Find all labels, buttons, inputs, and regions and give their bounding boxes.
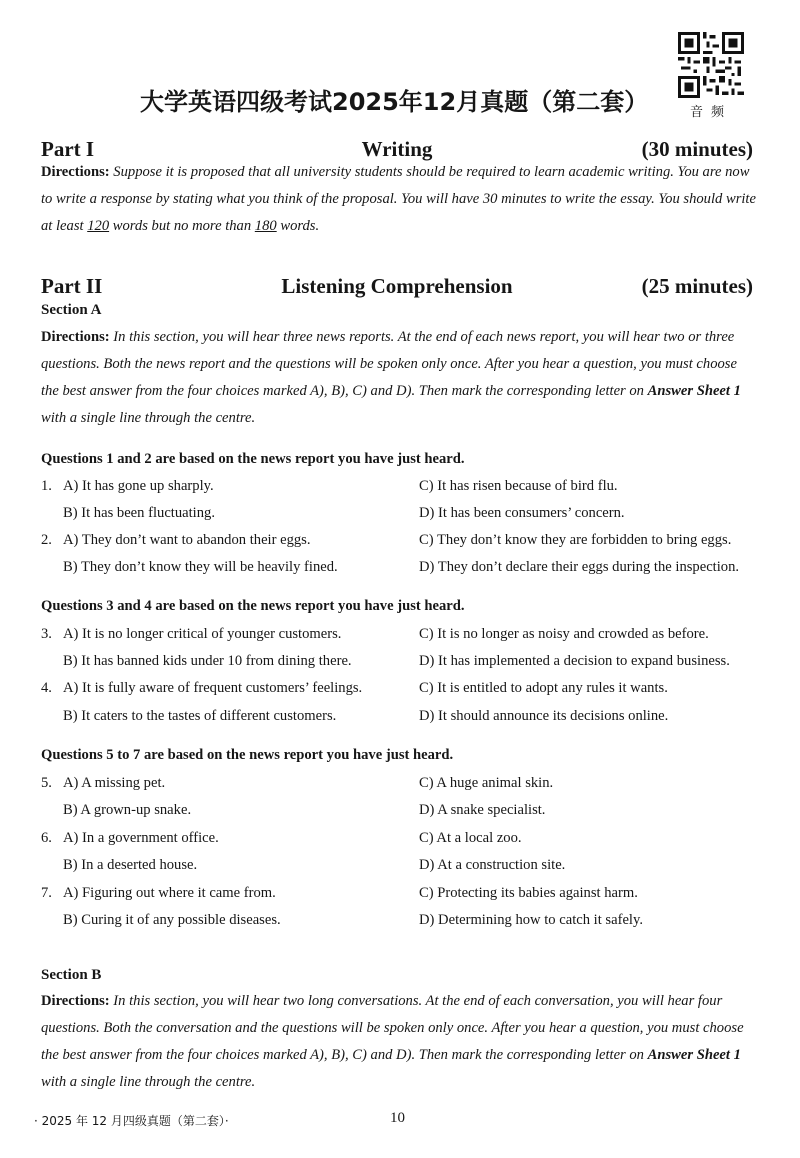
option-c[interactable]: C) It has risen because of bird flu. [419, 478, 618, 494]
question-number: 1. [41, 478, 52, 494]
answer-sheet-label: Answer Sheet 1 [647, 1047, 741, 1063]
option-b[interactable]: B) They don’t know they will be heavily fined. [63, 559, 338, 575]
option-d[interactable]: D) It has been consumers’ concern. [419, 505, 625, 521]
footer-label: · 2025 年 12 月四级真题（第二套）· [34, 1114, 229, 1128]
option-c[interactable]: C) It is entitled to adopt any rules it wants. [419, 680, 668, 696]
part-1-number: Part I [41, 137, 95, 161]
option-d[interactable]: D) At a construction site. [419, 857, 566, 873]
question-number: 3. [41, 626, 52, 642]
part-2-number: Part II [41, 274, 103, 298]
option-c[interactable]: C) A huge animal skin. [419, 775, 554, 791]
part-2-time: (25 minutes) [641, 274, 753, 298]
option-c[interactable]: C) It is no longer as noisy and crowded as before. [419, 626, 709, 642]
directions-label: Directions: [41, 329, 110, 345]
section-a-label: Section A [41, 302, 102, 318]
option-a[interactable]: A) It is no longer critical of younger customers. [63, 626, 342, 642]
option-a[interactable]: A) It is fully aware of frequent customers’ feelings. [63, 680, 363, 696]
option-a[interactable]: A) A missing pet. [63, 775, 166, 791]
option-b[interactable]: B) Curing it of any possible diseases. [63, 912, 281, 928]
question-number: 5. [41, 775, 52, 791]
question-number: 2. [41, 532, 52, 548]
directions-label: Directions: [41, 993, 110, 1009]
section-b-directions: Directions: In this section, you will hear two long conversations. At the end of each conversation, you will hear four questions. Both the conversation and the questions will be spoken only once. After you hear a question, you must choose the best answer from the four choices marked A), B), C) and D). Then mark the corresponding letter on Answer Sheet 1 with a single line through the centre. [41, 993, 744, 1090]
option-a[interactable]: A) Figuring out where it came from. [63, 885, 276, 901]
section-a-directions: Directions: In this section, you will hear three news reports. At the end of each news report, you will hear two or three questions. Both the news report and the questions will be spoken only once. After you hear a question, you must choose the best answer from the four choices marked A), B), C) and D). Then mark the corresponding letter on Answer Sheet 1 with a single line through the centre. [41, 329, 741, 426]
directions-label: Directions: [41, 164, 110, 180]
option-d[interactable]: D) A snake specialist. [419, 802, 546, 818]
option-a[interactable]: A) They don’t want to abandon their eggs. [63, 532, 311, 548]
page-title: 大学英语四级考试2025年12月真题（第二套） [140, 88, 649, 116]
part-1-directions: Directions: Suppose it is proposed that all university students should be required to learn academic writing. You are now to write a response by stating what you think of the proposal. You will have 30 minutes to write the essay. You should write at least 120 words but no more than 180 words. [41, 164, 756, 234]
option-d[interactable]: D) They don’t declare their eggs during the inspection. [419, 559, 740, 575]
option-a[interactable]: A) It has gone up sharply. [63, 478, 214, 494]
question-group-heading: Questions 1 and 2 are based on the news report you have just heard. [41, 451, 465, 467]
option-b[interactable]: B) A grown-up snake. [63, 802, 192, 818]
question-group-heading: Questions 3 and 4 are based on the news report you have just heard. [41, 598, 465, 614]
option-d[interactable]: D) Determining how to catch it safely. [419, 912, 643, 928]
option-c[interactable]: C) Protecting its babies against harm. [419, 885, 638, 901]
audio-label: 音频 [690, 105, 733, 120]
question-number: 7. [41, 885, 52, 901]
option-b[interactable]: B) It has banned kids under 10 from dining there. [63, 653, 352, 669]
part-2-name: Listening Comprehension [281, 274, 513, 298]
section-b-label: Section B [41, 967, 102, 983]
option-d[interactable]: D) It has implemented a decision to expand business. [419, 653, 730, 669]
option-c[interactable]: C) At a local zoo. [419, 830, 522, 846]
option-b[interactable]: B) In a deserted house. [63, 857, 198, 873]
question-number: 4. [41, 680, 52, 696]
option-b[interactable]: B) It has been fluctuating. [63, 505, 215, 521]
part-2-header [41, 274, 753, 304]
question-number: 6. [41, 830, 52, 846]
option-a[interactable]: A) In a government office. [63, 830, 219, 846]
part-1-time: (30 minutes) [641, 137, 753, 161]
option-b[interactable]: B) It caters to the tastes of different customers. [63, 708, 337, 724]
part-1-name: Writing [361, 137, 433, 161]
question-group-heading: Questions 5 to 7 are based on the news report you have just heard. [41, 747, 454, 763]
page-number: 10 [390, 1110, 405, 1126]
option-d[interactable]: D) It should announce its decisions online. [419, 708, 669, 724]
qr-code-icon[interactable] [678, 32, 744, 98]
option-c[interactable]: C) They don’t know they are forbidden to bring eggs. [419, 532, 732, 548]
max-words: 180 [254, 218, 277, 234]
answer-sheet-label: Answer Sheet 1 [647, 383, 741, 399]
min-words: 120 [87, 218, 110, 234]
